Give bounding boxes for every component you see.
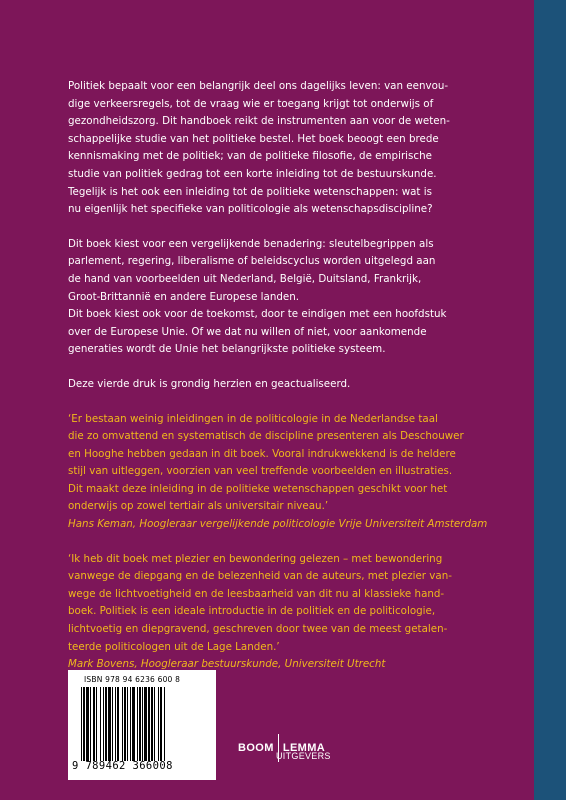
barcode-bars — [80, 687, 208, 761]
review-quote-keman: ‘Er bestaan weinig inleidingen in de politicologie in de Nederlandse taal die zo omvattend en systematisch de discipline presenteren als Deschouwer en Hooghe hebben gedaan in dit boek. Vooral indrukwekkend is de heldere stijl van uitleggen, voorzien van veel treffende voorbeelden en illustraties. Dit maakt deze inleiding in de politieke wetenschappen geschikt voor het onderwijs op zowel tertiair als universitair niveau.’ Hans Keman, Hoogleraar vergelijkende politicologie Vrije Universiteit Amsterdam — [68, 412, 488, 531]
barcode-bar — [144, 687, 147, 761]
quote-author: Mark Bovens, Hoogleraar bestuurskunde, Universiteit Utrecht — [68, 658, 386, 671]
back-cover-text — [68, 78, 528, 674]
publisher-logo — [238, 734, 331, 762]
barcode-bar — [160, 687, 162, 761]
isbn-barcode — [68, 670, 216, 780]
publisher-subtitle: UITGEVERS — [276, 751, 331, 761]
book-spine — [534, 0, 566, 800]
barcode-bar — [90, 687, 91, 761]
barcode-bar — [124, 687, 126, 761]
isbn-label: ISBN 978 94 6236 600 8 — [84, 675, 181, 684]
barcode-bar — [151, 687, 153, 761]
barcode-bar — [96, 687, 97, 761]
barcode-digits: 9 789462 366008 — [72, 760, 173, 772]
barcode-bar — [148, 687, 150, 761]
barcode-bar — [158, 687, 159, 761]
barcode-bar — [122, 687, 123, 761]
barcode-bar — [83, 687, 85, 761]
barcode-bar — [105, 687, 107, 761]
blurb-paragraph-3: Dit boek kiest ook voor de toekomst, door te eindigen met een hoofdstuk over de Europese Unie. Of we dat nu willen of niet, voor aankomende generaties wordt de Unie het belangrijkste politieke systeem. — [68, 308, 447, 356]
publisher-name-boom: BOOM — [238, 742, 274, 754]
barcode-bar — [130, 687, 131, 761]
review-quote-bovens: ‘Ik heb dit boek met plezier en bewondering gelezen – met bewondering vanwege de diepgang en de belezenheid van de auteurs, met plezier van- wege de lichtvoetigheid en de leesbaarheid van dit nu al klassieke hand- boek. Politiek is een ideale introductie in de politiek en de politicologie, lichtvoetig en diepgravend, geschreven door twee van de meest getalen- teerde politicologen uit de Lage Landen.’ Mark Bovens, Hoogleraar bestuurskunde, Universiteit Utrecht — [68, 552, 452, 671]
blurb-paragraph-2: Dit boek kiest voor een vergelijkende benadering: sleutelbegrippen als parlement, regering, liberalisme of beleidscyclus worden uitgelegd aan de hand van voorbeelden uit Nederland, België, Duitsland, Frankrijk, Groot-Brittannië en andere Europese landen. — [68, 237, 436, 303]
publisher-name-lemma: LEMMA — [282, 742, 326, 754]
barcode-bar — [86, 687, 89, 761]
barcode-bar — [93, 687, 95, 761]
barcode-bar — [164, 687, 165, 761]
barcode-bar — [112, 687, 113, 761]
barcode-bar — [115, 687, 116, 761]
edition-note: Deze vierde druk is grondig herzien en geactualiseerd. — [68, 377, 351, 390]
barcode-bar — [137, 687, 138, 761]
barcode-bar — [139, 687, 141, 761]
barcode-bar — [142, 687, 143, 761]
barcode-bar — [103, 687, 104, 761]
quote-author: Hans Keman, Hoogleraar vergelijkende politicologie Vrije Universiteit Amsterdam — [68, 518, 488, 531]
barcode-bar — [127, 687, 128, 761]
barcode-bar — [117, 687, 119, 761]
blurb-paragraph-1: Politiek bepaalt voor een belangrijk deel ons dagelijks leven: van eenvou- dige verkeersregels, tot de vraag wie er toegang krijgt tot onderwijs of gezondheidszorg. Dit handboek reikt de instrumenten aan voor de weten- schappelijke studie van het politieke bestel. Het boek beoogt een brede kennismaking met de politiek; van de politieke filosofie, de empirische studie van politiek gedrag tot een korte inleiding tot de bestuurskunde. Tegelijk is het ook een inleiding tot de politieke wetenschappen: wat is nu eigenlijk het specifieke van politicologie als wetenschapsdiscipline? — [68, 80, 450, 216]
barcode-bar — [132, 687, 135, 761]
barcode-bar — [100, 687, 101, 761]
barcode-bar — [154, 687, 155, 761]
barcode-bar — [108, 687, 111, 761]
barcode-bar — [81, 687, 82, 761]
